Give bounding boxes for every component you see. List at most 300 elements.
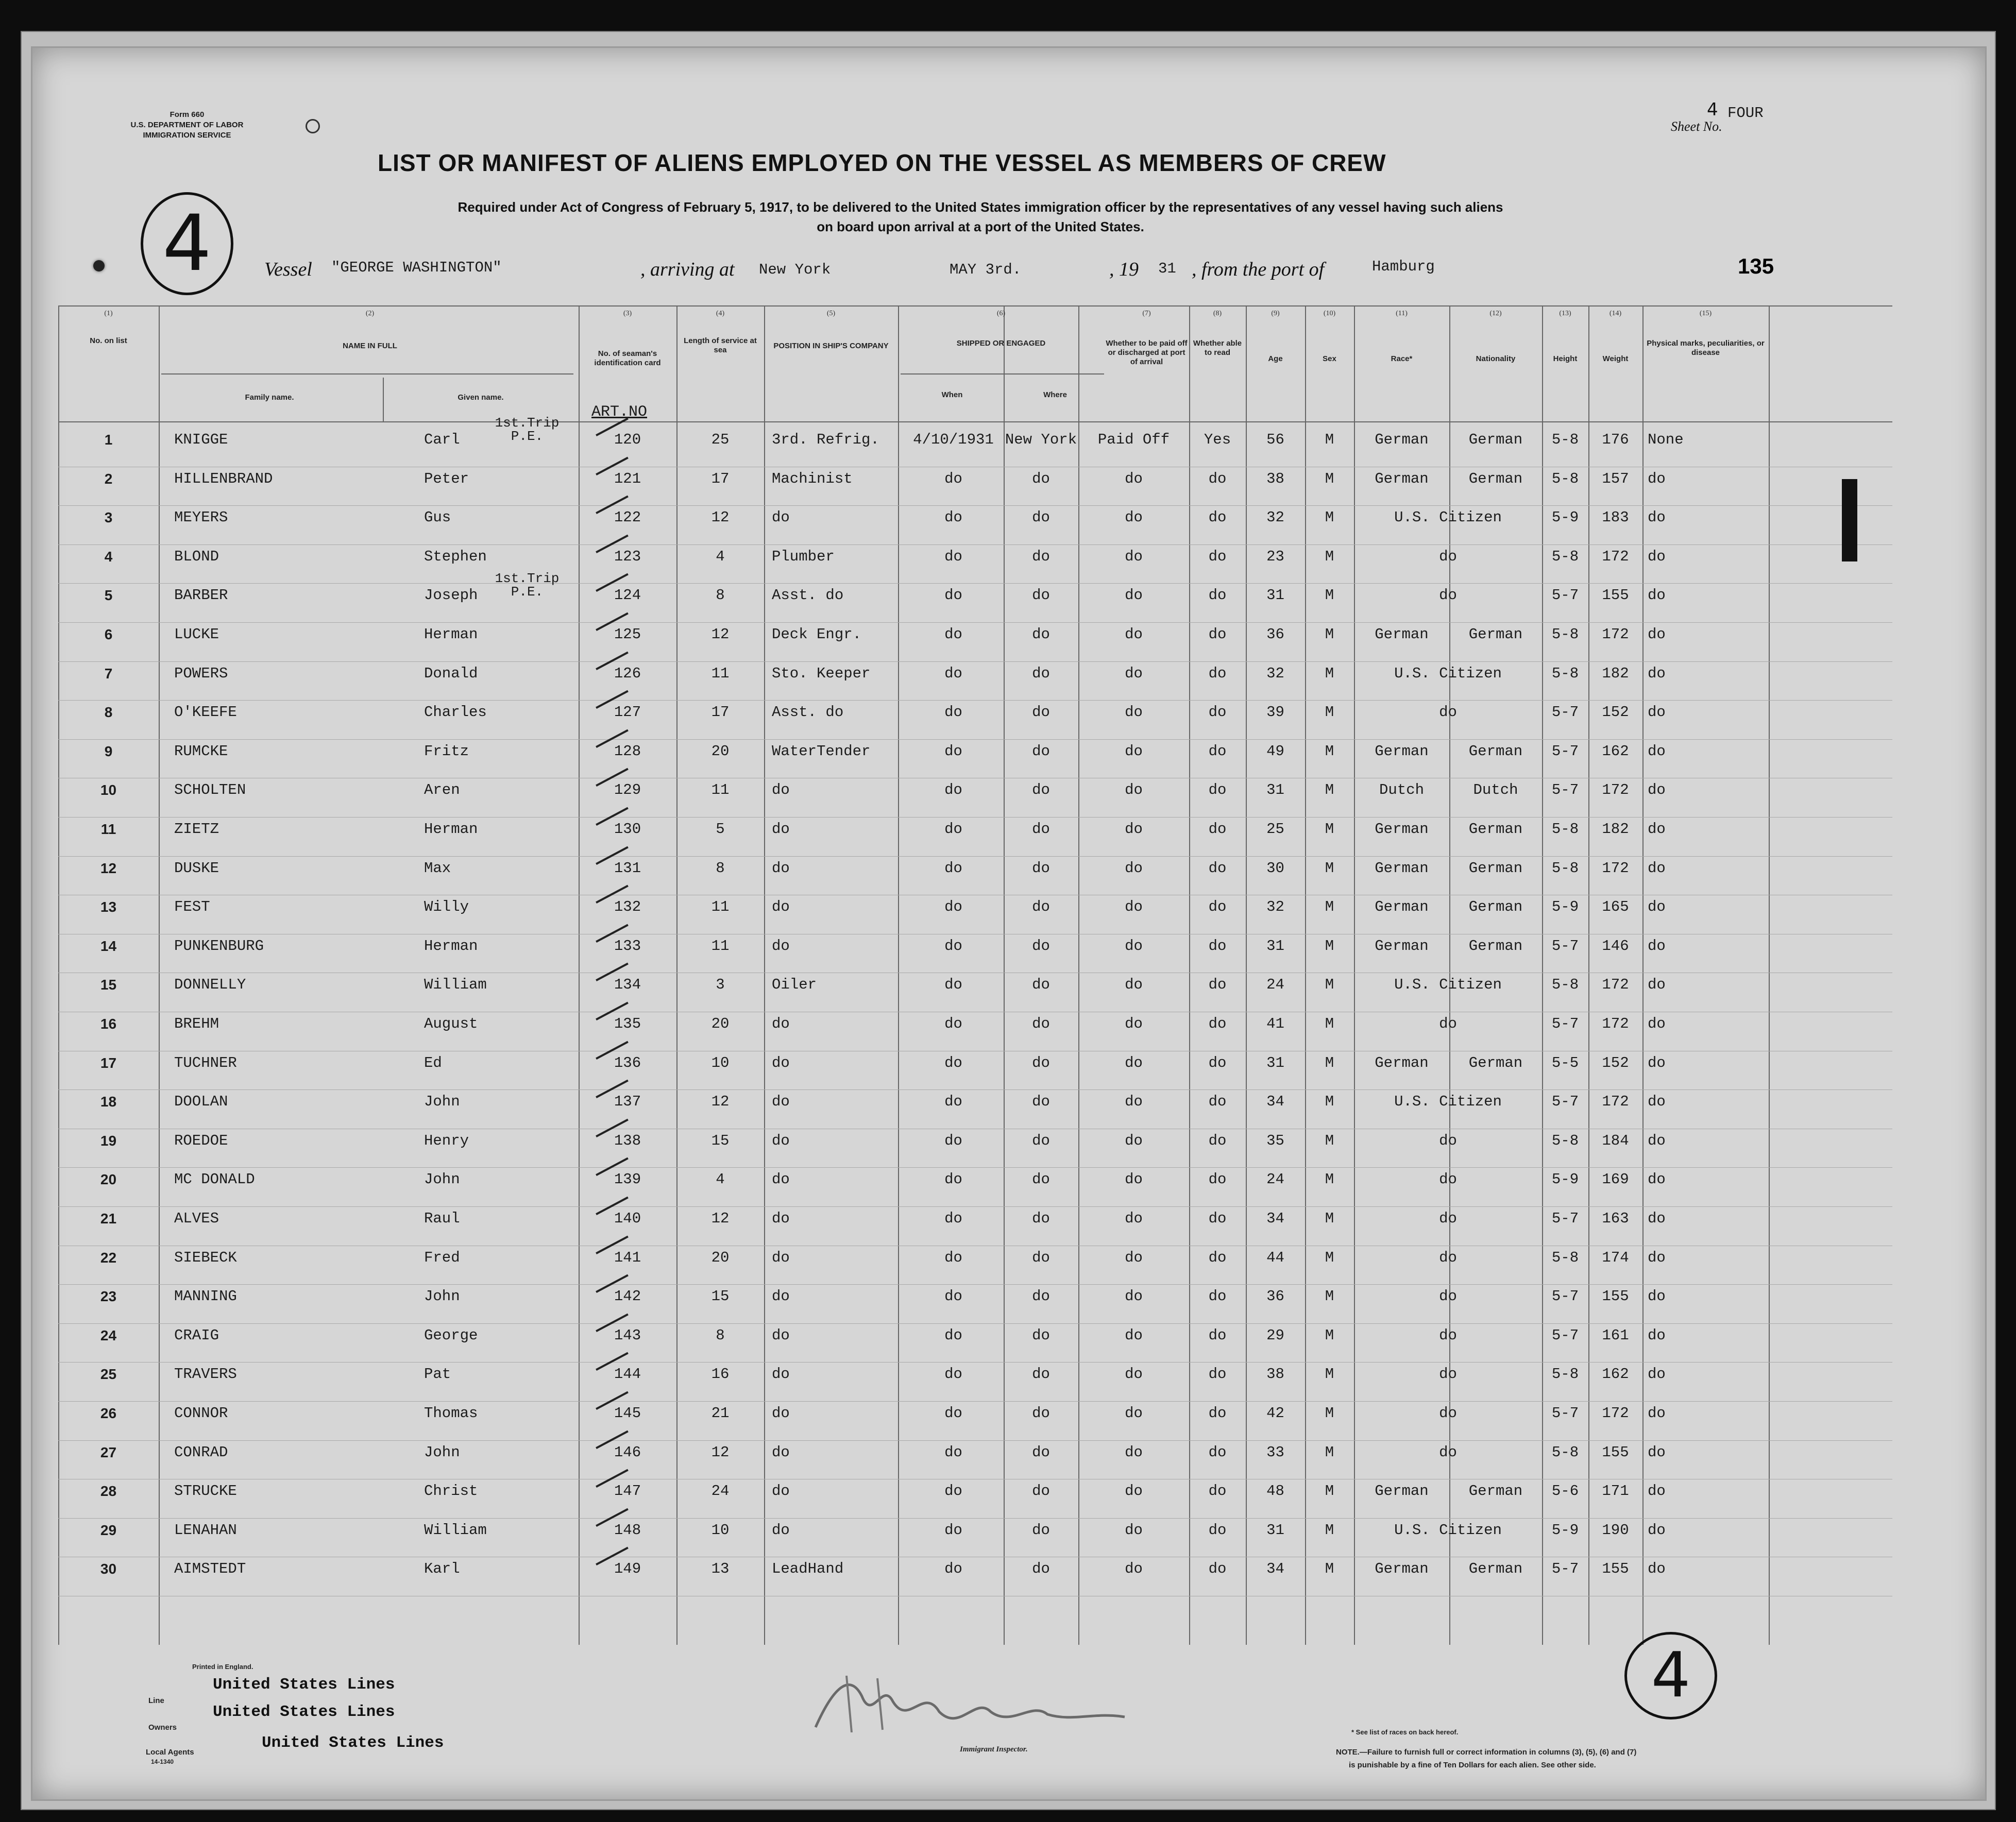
cell-weight: 162	[1602, 1366, 1629, 1383]
cell-no: 20	[100, 1171, 117, 1187]
column-divider	[1305, 305, 1306, 1645]
cell-age: 38	[1266, 1366, 1284, 1383]
column-divider	[159, 305, 160, 1645]
cell-when: do	[944, 665, 962, 682]
vessel-label: Vessel	[264, 259, 312, 280]
cell-age: 24	[1266, 976, 1284, 993]
cell-given: August	[424, 1015, 478, 1032]
cell-sex: M	[1325, 1483, 1334, 1500]
column-header-physical: Physical marks, peculiarities, or disease	[1647, 339, 1765, 357]
service-label: IMMIGRATION SERVICE	[143, 131, 231, 140]
cell-age: 31	[1266, 587, 1284, 604]
cell-when: do	[944, 704, 962, 721]
cell-paid: do	[1125, 587, 1143, 604]
page-title: LIST OR MANIFEST OF ALIENS EMPLOYED ON THE VESSEL AS MEMBERS OF CREW	[378, 149, 1386, 176]
cell-read: do	[1208, 1522, 1227, 1539]
binder-clip	[1842, 479, 1857, 561]
cell-when: do	[944, 898, 962, 915]
cell-age: 31	[1266, 938, 1284, 955]
cell-height: 5-8	[1551, 626, 1579, 643]
cell-read: do	[1208, 1171, 1227, 1188]
cell-weight: 182	[1602, 821, 1629, 838]
cell-service: 17	[711, 704, 730, 721]
cell-paid: do	[1125, 743, 1143, 760]
cell-where: do	[1032, 509, 1050, 526]
column-number: (11)	[1396, 310, 1408, 317]
cell-given: Christ	[424, 1483, 478, 1500]
cell-card: 142	[614, 1288, 641, 1305]
cell-sex: M	[1325, 781, 1334, 798]
cell-sex: M	[1325, 1015, 1334, 1032]
cell-when: do	[944, 1015, 962, 1032]
manifest-sheet	[31, 46, 1987, 1801]
cell-sex: M	[1325, 470, 1334, 487]
cell-no: 1	[104, 432, 113, 448]
cell-service: 20	[711, 743, 730, 760]
cell-given: John	[424, 1444, 460, 1461]
cell-paid: do	[1125, 976, 1143, 993]
column-number: (6)	[996, 310, 1006, 317]
cell-service: 24	[711, 1483, 730, 1500]
cell-no: 27	[100, 1444, 117, 1460]
cell-read: do	[1208, 1054, 1227, 1071]
cell-position: do	[772, 1132, 790, 1149]
row-rule	[58, 1401, 1892, 1402]
cell-family: LENAHAN	[174, 1522, 237, 1539]
column-number: (2)	[365, 310, 375, 317]
cell-family: STRUCKE	[174, 1483, 237, 1500]
cell-nationality: German	[1468, 470, 1523, 487]
row-rule	[58, 856, 1892, 857]
cell-where: do	[1032, 1093, 1050, 1110]
cell-race: German	[1375, 898, 1429, 915]
cell-where: do	[1032, 1405, 1050, 1422]
cell-when: do	[944, 1054, 962, 1071]
cell-card: 122	[614, 509, 641, 526]
cell-paid: do	[1125, 1405, 1143, 1422]
cell-read: do	[1208, 665, 1227, 682]
cell-where: do	[1032, 743, 1050, 760]
cell-where: do	[1032, 781, 1050, 798]
row-rule	[58, 700, 1892, 701]
cell-race: German	[1375, 938, 1429, 955]
cell-weight: 152	[1602, 704, 1629, 721]
cell-age: 31	[1266, 781, 1284, 798]
cell-family: RUMCKE	[174, 743, 228, 760]
cell-age: 31	[1266, 1054, 1284, 1071]
cell-card: 128	[614, 743, 641, 760]
cell-position: do	[772, 1522, 790, 1539]
cell-no: 30	[100, 1561, 117, 1577]
cell-age: 39	[1266, 704, 1284, 721]
cell-family: BARBER	[174, 587, 228, 604]
cell-no: 3	[104, 509, 113, 525]
cell-where: do	[1032, 470, 1050, 487]
cell-age: 34	[1266, 1210, 1284, 1227]
cell-marks: do	[1648, 1210, 1666, 1227]
cell-no: 8	[104, 704, 113, 720]
column-number: (3)	[623, 310, 632, 317]
cell-race: do	[1439, 1288, 1457, 1305]
cell-race: do	[1439, 1366, 1457, 1383]
cell-where: do	[1032, 587, 1050, 604]
cell-nationality: German	[1468, 860, 1523, 877]
agents-value: United States Lines	[262, 1734, 444, 1752]
column-header-position: POSITION IN SHIP'S COMPANY	[773, 342, 889, 350]
cell-position: Oiler	[772, 976, 817, 993]
cell-service: 17	[711, 470, 730, 487]
cell-nationality: German	[1468, 1054, 1523, 1071]
column-header-race: Race*	[1391, 354, 1413, 363]
cell-race: U.S. Citizen	[1394, 1093, 1502, 1110]
owners-value: United States Lines	[213, 1703, 395, 1721]
cell-service: 20	[711, 1249, 730, 1266]
cell-no: 9	[104, 743, 113, 759]
cell-race: do	[1439, 704, 1457, 721]
column-header-id-card: No. of seaman's identification card	[594, 349, 661, 367]
cell-age: 25	[1266, 821, 1284, 838]
cell-race: Dutch	[1379, 781, 1424, 798]
cell-read: do	[1208, 1210, 1227, 1227]
cell-service: 8	[716, 860, 725, 877]
cell-position: Machinist	[772, 470, 853, 487]
cell-where: do	[1032, 1366, 1050, 1383]
cell-service: 12	[711, 1210, 730, 1227]
cell-given: Carl	[424, 431, 460, 448]
cell-position: do	[772, 821, 790, 838]
cell-when: do	[944, 860, 962, 877]
row-rule	[58, 1206, 1892, 1207]
column-header-family-name: Family name.	[245, 393, 294, 402]
cell-nationality: German	[1468, 626, 1523, 643]
cell-card: 138	[614, 1132, 641, 1149]
column-divider	[676, 305, 677, 1645]
cell-family: KNIGGE	[174, 431, 228, 448]
cell-paid: do	[1125, 509, 1143, 526]
cell-race: do	[1439, 1171, 1457, 1188]
cell-position: do	[772, 938, 790, 955]
cell-weight: 172	[1602, 781, 1629, 798]
cell-card: 131	[614, 860, 641, 877]
cell-when: do	[944, 548, 962, 565]
cell-service: 4	[716, 548, 725, 565]
cell-weight: 155	[1602, 1288, 1629, 1305]
cell-weight: 182	[1602, 665, 1629, 682]
cell-sex: M	[1325, 1288, 1334, 1305]
cell-service: 12	[711, 626, 730, 643]
cell-no: 26	[100, 1405, 117, 1421]
cell-marks: do	[1648, 1249, 1666, 1266]
cell-weight: 165	[1602, 898, 1629, 915]
page-circle-top	[141, 192, 233, 295]
cell-card: 136	[614, 1054, 641, 1071]
crew-table	[58, 305, 1892, 1645]
arrival-date: MAY 3rd.	[950, 261, 1022, 278]
cell-age: 33	[1266, 1444, 1284, 1461]
cell-sex: M	[1325, 1249, 1334, 1266]
name-subdivider	[161, 373, 573, 374]
column-number: (14)	[1609, 310, 1622, 317]
column-header-able-read: Whether able to read	[1193, 339, 1242, 357]
cell-height: 5-7	[1551, 1288, 1579, 1305]
cell-age: 42	[1266, 1405, 1284, 1422]
cell-sex: M	[1325, 509, 1334, 526]
row-rule	[58, 505, 1892, 506]
cell-age: 49	[1266, 743, 1284, 760]
cell-given: Willy	[424, 898, 469, 915]
cell-age: 36	[1266, 1288, 1284, 1305]
row-rule	[58, 817, 1892, 818]
cell-read: do	[1208, 1132, 1227, 1149]
cell-service: 20	[711, 1015, 730, 1032]
cell-service: 15	[711, 1288, 730, 1305]
cell-card: 130	[614, 821, 641, 838]
cell-family: FEST	[174, 898, 210, 915]
cell-weight: 176	[1602, 431, 1629, 448]
cell-service: 15	[711, 1132, 730, 1149]
cell-height: 5-7	[1551, 1405, 1579, 1422]
cell-race: do	[1439, 1444, 1457, 1461]
shipped-subdivider	[901, 373, 1104, 374]
cell-family: CRAIG	[174, 1327, 219, 1344]
cell-no: 15	[100, 977, 117, 993]
cell-nationality: German	[1468, 1483, 1523, 1500]
cell-marks: do	[1648, 470, 1666, 487]
form-meta	[110, 110, 264, 141]
line-label: Line	[148, 1696, 164, 1705]
cell-age: 31	[1266, 1522, 1284, 1539]
cell-card: 137	[614, 1093, 641, 1110]
column-header-height: Height	[1553, 354, 1578, 363]
cell-height: 5-7	[1551, 938, 1579, 955]
cell-no: 19	[100, 1133, 117, 1149]
cell-no: 12	[100, 860, 117, 876]
column-header-paid-off: Whether to be paid off or discharged at port of arrival	[1106, 339, 1188, 366]
cell-service: 21	[711, 1405, 730, 1422]
table-top-border	[58, 305, 1892, 306]
cell-family: POWERS	[174, 665, 228, 682]
cell-sex: M	[1325, 1405, 1334, 1422]
cell-when: do	[944, 1483, 962, 1500]
cell-race: German	[1375, 860, 1429, 877]
cell-position: do	[772, 1327, 790, 1344]
cell-no: 21	[100, 1211, 117, 1227]
cell-given: Ed	[424, 1054, 442, 1071]
column-number: (13)	[1559, 310, 1571, 317]
cell-sex: M	[1325, 898, 1334, 915]
cell-given: Donald	[424, 665, 478, 682]
column-header-when: When	[941, 390, 963, 399]
cell-paid: do	[1125, 938, 1143, 955]
cell-height: 5-8	[1551, 548, 1579, 565]
cell-read: do	[1208, 626, 1227, 643]
cell-no: 28	[100, 1483, 117, 1499]
cell-height: 5-5	[1551, 1054, 1579, 1071]
cell-marks: do	[1648, 1366, 1666, 1383]
cell-read: do	[1208, 1093, 1227, 1110]
cell-service: 12	[711, 509, 730, 526]
cell-service: 12	[711, 1093, 730, 1110]
cell-height: 5-8	[1551, 1444, 1579, 1461]
year-suffix: 31	[1158, 260, 1176, 277]
cell-when: do	[944, 1171, 962, 1188]
cell-marks: do	[1648, 1288, 1666, 1305]
cell-race: do	[1439, 1015, 1457, 1032]
cell-sex: M	[1325, 1444, 1334, 1461]
cell-read: do	[1208, 470, 1227, 487]
cell-race: German	[1375, 743, 1429, 760]
agents-code: 14-1340	[151, 1758, 174, 1765]
cell-weight: 172	[1602, 626, 1629, 643]
form-number: Form 660	[170, 110, 205, 119]
row-rule	[58, 739, 1892, 740]
cell-height: 5-9	[1551, 1171, 1579, 1188]
cell-family: CONNOR	[174, 1405, 228, 1422]
cell-paid: do	[1125, 1483, 1143, 1500]
cell-no: 11	[100, 821, 116, 837]
column-header-shipped: SHIPPED OR ENGAGED	[956, 339, 1046, 348]
page-circle-bottom	[1624, 1632, 1717, 1719]
cell-when: do	[944, 1210, 962, 1227]
cell-position: do	[772, 1366, 790, 1383]
cell-given: William	[424, 976, 487, 993]
cell-family: LUCKE	[174, 626, 219, 643]
cell-race: German	[1375, 1483, 1429, 1500]
column-divider	[1189, 305, 1190, 1645]
subtitle-line-1: Required under Act of Congress of February 5, 1917, to be delivered to the United States immigration officer by the representatives of any vessel having such aliens	[458, 199, 1503, 215]
cell-race: German	[1375, 821, 1429, 838]
cell-family: TUCHNER	[174, 1054, 237, 1071]
cell-service: 11	[711, 938, 730, 955]
cell-when: do	[944, 509, 962, 526]
cell-where: do	[1032, 1483, 1050, 1500]
cell-weight: 155	[1602, 1444, 1629, 1461]
cell-read: do	[1208, 587, 1227, 604]
cell-where: do	[1032, 626, 1050, 643]
cell-position: do	[772, 1210, 790, 1227]
first-trip-note: 1st.Trip P.E.	[495, 571, 560, 600]
cell-given: Fritz	[424, 743, 469, 760]
cell-family: DONNELLY	[174, 976, 246, 993]
cell-no: 23	[100, 1288, 117, 1304]
cell-read: do	[1208, 1405, 1227, 1422]
cell-paid: do	[1125, 1132, 1143, 1149]
subtitle-line-2: on board upon arrival at a port of the United States.	[817, 219, 1144, 234]
column-divider	[1542, 305, 1543, 1645]
cell-card: 140	[614, 1210, 641, 1227]
cell-no: 24	[100, 1327, 117, 1343]
cell-family: MEYERS	[174, 509, 228, 526]
cell-age: 32	[1266, 665, 1284, 682]
cell-when: do	[944, 1405, 962, 1422]
row-rule	[58, 1362, 1892, 1363]
inspector-label: Immigrant Inspector.	[960, 1745, 1028, 1753]
cell-read: do	[1208, 1249, 1227, 1266]
cell-height: 5-8	[1551, 665, 1579, 682]
cell-weight: 172	[1602, 976, 1629, 993]
cell-position: Sto. Keeper	[772, 665, 871, 682]
fine-note-line-1: NOTE.—Failure to furnish full or correct information in columns (3), (5), (6) and (7)	[1336, 1748, 1637, 1757]
cell-family: TRAVERS	[174, 1366, 237, 1383]
cell-weight: 172	[1602, 1015, 1629, 1032]
column-header-sex: Sex	[1323, 354, 1336, 363]
column-header-name-in-full: NAME IN FULL	[343, 342, 397, 350]
cell-given: Fred	[424, 1249, 460, 1266]
cell-sex: M	[1325, 821, 1334, 838]
cell-weight: 161	[1602, 1327, 1629, 1344]
cell-when: do	[944, 938, 962, 955]
cell-when: do	[944, 1288, 962, 1305]
column-divider	[1769, 305, 1770, 1645]
cell-family: PUNKENBURG	[174, 938, 264, 955]
cell-family: MANNING	[174, 1288, 237, 1305]
cell-race: U.S. Citizen	[1394, 665, 1502, 682]
cell-when: 4/10/1931	[913, 431, 994, 448]
cell-read: Yes	[1204, 431, 1231, 448]
races-note: * See list of races on back hereof.	[1351, 1728, 1459, 1736]
cell-sex: M	[1325, 665, 1334, 682]
cell-weight: 174	[1602, 1249, 1629, 1266]
cell-read: do	[1208, 743, 1227, 760]
cell-no: 13	[100, 899, 117, 915]
cell-service: 5	[716, 821, 725, 838]
cell-race: U.S. Citizen	[1394, 1522, 1502, 1539]
cell-position: do	[772, 509, 790, 526]
cell-race: do	[1439, 587, 1457, 604]
cell-where: do	[1032, 938, 1050, 955]
cell-marks: do	[1648, 898, 1666, 915]
cell-position: do	[772, 1249, 790, 1266]
cell-where: do	[1032, 1560, 1050, 1577]
cell-age: 23	[1266, 548, 1284, 565]
cell-paid: do	[1125, 1093, 1143, 1110]
cell-service: 12	[711, 1444, 730, 1461]
cell-position: Asst. do	[772, 704, 844, 721]
cell-sex: M	[1325, 587, 1334, 604]
cell-card: 124	[614, 587, 641, 604]
cell-read: do	[1208, 704, 1227, 721]
column-divider	[764, 305, 765, 1645]
cell-family: CONRAD	[174, 1444, 228, 1461]
cell-height: 5-7	[1551, 1327, 1579, 1344]
cell-when: do	[944, 1366, 962, 1383]
cell-service: 25	[711, 431, 730, 448]
cell-where: do	[1032, 1132, 1050, 1149]
cell-marks: do	[1648, 626, 1666, 643]
from-port-label: , from the port of	[1192, 259, 1325, 280]
cell-where: do	[1032, 898, 1050, 915]
cell-marks: do	[1648, 1483, 1666, 1500]
cell-family: ALVES	[174, 1210, 219, 1227]
cell-paid: do	[1125, 1054, 1143, 1071]
cell-race: German	[1375, 470, 1429, 487]
column-header-no-on-list: No. on list	[90, 336, 127, 345]
cell-where: do	[1032, 1327, 1050, 1344]
column-number: (15)	[1699, 310, 1712, 317]
cell-marks: do	[1648, 587, 1666, 604]
column-header-length-service: Length of service at sea	[684, 336, 757, 354]
cell-age: 30	[1266, 860, 1284, 877]
cell-weight: 157	[1602, 470, 1629, 487]
cell-no: 2	[104, 471, 113, 487]
cell-where: do	[1032, 1288, 1050, 1305]
cell-marks: None	[1648, 431, 1684, 448]
cell-marks: do	[1648, 743, 1666, 760]
cell-sex: M	[1325, 1560, 1334, 1577]
cell-marks: do	[1648, 860, 1666, 877]
cell-card: 129	[614, 781, 641, 798]
column-number: (4)	[716, 310, 725, 317]
